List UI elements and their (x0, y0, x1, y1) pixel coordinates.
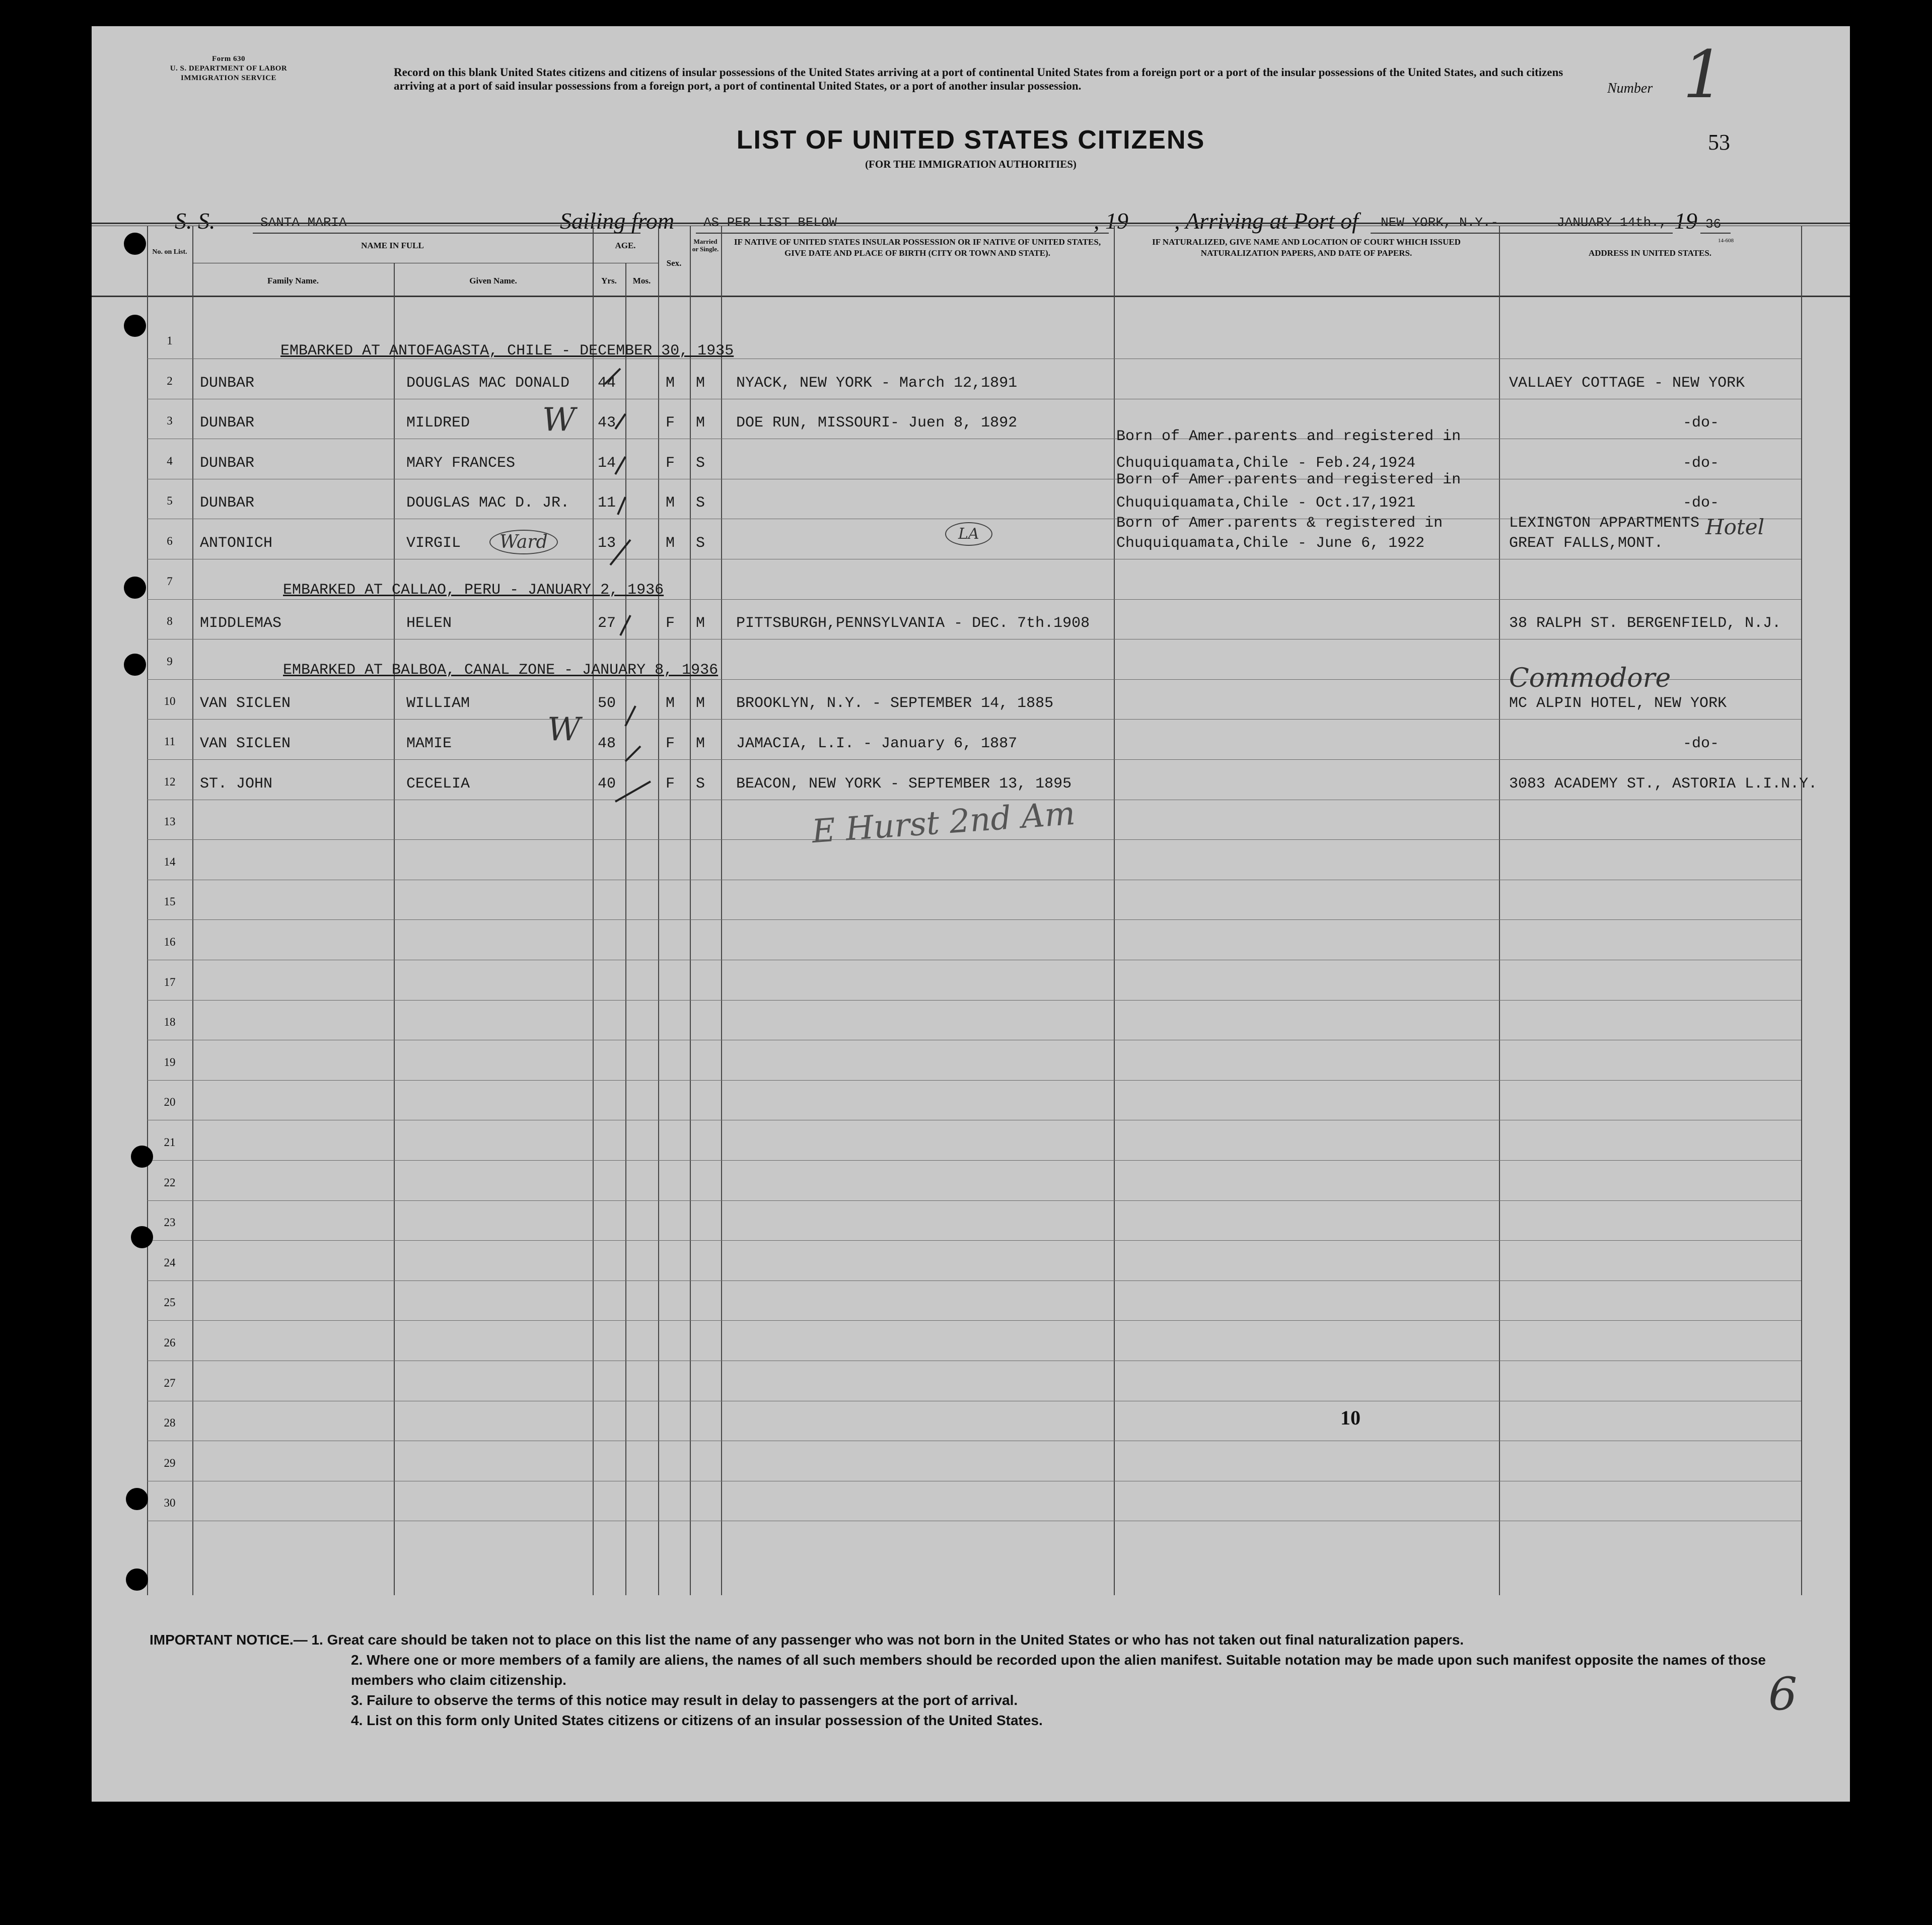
col-given-name: Given Name. (469, 276, 517, 286)
notice-item-2: 2. Where one or more members of a family are aliens, the names of all such members should be recorded upon the alien manifest. Suitable notation may be made upon such manifest opposite the names of those members who claim citizenship. (351, 1652, 1766, 1688)
row-number: 1 (167, 334, 173, 347)
passenger-address: -do- (1683, 414, 1720, 432)
passenger-family-name: DUNBAR (200, 494, 255, 512)
passenger-marital-status: S (696, 775, 705, 793)
year-prefix: , 19 (1094, 208, 1128, 234)
arriving-label: , Arriving at Port of (1174, 208, 1358, 234)
passenger-age-years: 14 (598, 454, 616, 472)
ship-name: SANTA MARIA (260, 215, 347, 230)
row-line (147, 1280, 1801, 1281)
check-marks (595, 353, 656, 817)
list-number: 1 (1683, 36, 1725, 113)
punch-hole (126, 1488, 148, 1510)
col-yrs: Yrs. (601, 276, 617, 286)
col-married-single: Married or Single. (692, 238, 719, 253)
passenger-age-years: 50 (598, 695, 616, 712)
passenger-given-name: DOUGLAS MAC D. JR. (406, 494, 570, 512)
row-line (147, 599, 1801, 600)
passenger-birth-place-date: NYACK, NEW YORK - March 12,1891 (736, 374, 1018, 392)
born-note-2: Born of Amer.parents and registered in (1116, 471, 1461, 488)
arrival-year: 36 (1705, 217, 1722, 232)
passenger-marital-status: S (696, 535, 705, 552)
passenger-family-name: DUNBAR (200, 454, 255, 472)
row-number: 19 (164, 1055, 176, 1068)
row-number: 26 (164, 1336, 176, 1349)
row-number: 27 (164, 1376, 176, 1389)
embark-header-antofagasta: EMBARKED AT ANTOFAGASTA, CHILE - DECEMBER 30, 1935 (280, 342, 734, 360)
notice-item-4: 4. List on this form only United States citizens or citizens of an insular possession of the United States. (351, 1713, 1043, 1728)
row-line (147, 839, 1801, 840)
passenger-marital-status: S (696, 494, 705, 512)
ss-label: S. S. (175, 208, 216, 234)
handwritten-hotel: Hotel (1705, 515, 1765, 539)
row-number: 9 (167, 655, 173, 668)
page-subtitle: (FOR THE IMMIGRATION AUTHORITIES) (865, 158, 1077, 170)
row-number: 2 (167, 374, 173, 387)
notice-item-1: 1. Great care should be taken not to place on this list the name of any passenger who was not born in the United States or who has not taken out final naturalization papers. (311, 1632, 1464, 1648)
form-code: 14-608 (1718, 238, 1734, 244)
col-native-birth: IF NATIVE OF UNITED STATES INSULAR POSSESSION OR IF NATIVE OF UNITED STATES, GIVE DATE AND PLACE OF BIRTH (CITY OR TOWN AND STATE). (734, 237, 1101, 258)
row-line (147, 1240, 1801, 1241)
row-number: 7 (167, 575, 173, 588)
passenger-birth-place-date: PITTSBURGH,PENNSYLVANIA - DEC. 7th.1908 (736, 615, 1090, 632)
passenger-age-years: 44 (598, 374, 616, 392)
passenger-family-name: ANTONICH (200, 535, 273, 552)
handwritten-w-2: W (547, 711, 581, 748)
row-number: 24 (164, 1256, 176, 1269)
row-line (147, 1160, 1801, 1161)
number-label: Number (1607, 81, 1653, 96)
row-number: 16 (164, 936, 176, 948)
col-age: AGE. (615, 241, 636, 250)
passenger-age-years: 27 (598, 615, 616, 632)
row-number: 22 (164, 1176, 176, 1189)
row-number: 20 (164, 1096, 176, 1109)
passenger-address: MC ALPIN HOTEL, NEW YORK (1509, 695, 1727, 712)
passenger-marital-status: M (696, 374, 705, 392)
passenger-given-name: VIRGIL (406, 535, 461, 552)
passenger-family-name: MIDDLEMAS (200, 615, 282, 632)
row-number: 11 (164, 735, 176, 748)
passenger-address: -do- (1683, 735, 1720, 752)
handwritten-ward: Ward (489, 530, 558, 554)
passenger-address: -do- (1683, 454, 1720, 472)
sailing-label: Sailing from (560, 208, 675, 234)
passenger-sex: F (666, 775, 675, 793)
margin-number: 6 (1768, 1668, 1798, 1721)
col-no-on-list: No. on List. (152, 248, 187, 256)
row-number: 10 (164, 695, 176, 708)
passenger-age-years: 43 (598, 414, 616, 432)
born-note-1: Born of Amer.parents and registered in (1116, 428, 1461, 445)
page-title: LIST OF UNITED STATES CITIZENS (736, 125, 1205, 155)
row-number: 29 (164, 1456, 176, 1469)
punch-hole (131, 1146, 153, 1168)
passenger-birth-place-date: DOE RUN, MISSOURI- Juen 8, 1892 (736, 414, 1018, 432)
col-sex: Sex. (666, 258, 682, 268)
passenger-family-name: DUNBAR (200, 414, 255, 432)
row-line (147, 1200, 1801, 1201)
passenger-given-name: DOUGLAS MAC DONALD (406, 374, 570, 392)
row-number: 23 (164, 1216, 176, 1229)
passenger-age-years: 13 (598, 535, 616, 552)
passenger-sex: M (666, 535, 675, 552)
row-number: 3 (167, 414, 173, 427)
passenger-birth-place-date: JAMACIA, L.I. - January 6, 1887 (736, 735, 1018, 752)
row-line (147, 919, 1801, 920)
punch-hole (124, 315, 146, 337)
passenger-sex: M (666, 695, 675, 712)
passenger-address: VALLAEY COTTAGE - NEW YORK (1509, 374, 1745, 392)
passenger-birth-place-date: BEACON, NEW YORK - SEPTEMBER 13, 1895 (736, 775, 1072, 793)
col-naturalized: IF NATURALIZED, GIVE NAME AND LOCATION OF COURT WHICH ISSUED NATURALIZATION PAPERS, AND DATE OF PAPERS. (1152, 237, 1461, 258)
embark-header-balboa: EMBARKED AT BALBOA, CANAL ZONE - JANUARY 8, 1936 (283, 662, 719, 679)
page-count: 10 (1340, 1406, 1361, 1429)
department-name: U. S. DEPARTMENT OF LABOR (170, 64, 288, 73)
punch-hole (126, 1568, 148, 1591)
passenger-sex: F (666, 735, 675, 752)
notice-heading: IMPORTANT NOTICE.— (150, 1632, 308, 1648)
stamp-la: LA (945, 522, 992, 546)
passenger-given-name: MARY FRANCES (406, 454, 516, 472)
punch-hole (131, 1226, 153, 1248)
row-line (147, 759, 1801, 760)
manifest-page (92, 26, 1850, 1802)
passenger-birth-place-date: BROOKLYN, N.Y. - SEPTEMBER 14, 1885 (736, 695, 1054, 712)
handwritten-w-1: W (542, 401, 576, 439)
row-line (147, 1080, 1801, 1081)
row-number: 17 (164, 975, 176, 988)
row-line (147, 719, 1801, 720)
important-notice (150, 1630, 1811, 1731)
col-family-name: Family Name. (267, 276, 319, 286)
address-lexington: LEXINGTON APPARTMENTS (1509, 515, 1700, 532)
passenger-family-name: ST. JOHN (200, 775, 273, 793)
passenger-age-years: 40 (598, 775, 616, 793)
col-name-in-full: NAME IN FULL (361, 241, 424, 250)
passenger-marital-status: S (696, 454, 705, 472)
passenger-sex: M (666, 494, 675, 512)
embark-header-callao: EMBARKED AT CALLAO, PERU - JANUARY 2, 1936 (283, 582, 664, 599)
passenger-age-years: 48 (598, 735, 616, 752)
passenger-naturalization-place: Chuquiquamata,Chile - Oct.17,1921 (1116, 494, 1416, 512)
passenger-marital-status: M (696, 414, 705, 432)
col-address: ADDRESS IN UNITED STATES. (1588, 248, 1712, 258)
service-name: IMMIGRATION SERVICE (181, 74, 276, 82)
row-number: 6 (167, 535, 173, 547)
passenger-marital-status: M (696, 735, 705, 752)
form-department-block (128, 54, 329, 83)
passenger-marital-status: M (696, 695, 705, 712)
passenger-family-name: DUNBAR (200, 374, 255, 392)
punch-hole (124, 654, 146, 676)
passenger-address: -do- (1683, 494, 1720, 512)
row-number: 21 (164, 1136, 176, 1149)
passenger-family-name: VAN SICLEN (200, 695, 291, 712)
notice-item-3: 3. Failure to observe the terms of this notice may result in delay to passengers at the port of arrival. (351, 1692, 1018, 1708)
form-number: Form 630 (211, 55, 246, 63)
row-number: 18 (164, 1016, 176, 1029)
punch-hole (124, 577, 146, 599)
row-number: 5 (167, 494, 173, 508)
passenger-naturalization-place: Chuquiquamata,Chile - June 6, 1922 (1116, 535, 1425, 552)
passenger-sex: F (666, 454, 675, 472)
row-number: 28 (164, 1416, 176, 1430)
born-note-3: Born of Amer.parents & registered in (1116, 515, 1443, 532)
row-number: 4 (167, 454, 173, 467)
row-number: 14 (164, 855, 176, 868)
passenger-sex: F (666, 615, 675, 632)
passenger-sex: F (666, 414, 675, 432)
passenger-sex: M (666, 374, 675, 392)
punch-hole (124, 233, 146, 255)
passenger-given-name: HELEN (406, 615, 452, 632)
passenger-family-name: VAN SICLEN (200, 735, 291, 752)
row-number: 25 (164, 1296, 176, 1309)
year-label: 19 (1674, 208, 1697, 234)
row-number: 15 (164, 895, 176, 908)
inspector-signature: E Hurst 2nd Am (811, 795, 1077, 851)
record-instructions: Record on this blank United States citizens and citizens of insular possessions of the United States arriving at a port of continental United States from a foreign port or a port of the insular possessions of the United States, and such citizens arriving at a port of said insular possessions from a foreign port, a port of continental United States, or a port of another insular possession. (394, 66, 1563, 92)
page-stamp: 53 (1708, 130, 1730, 155)
row-line (147, 1320, 1801, 1321)
row-number: 12 (164, 775, 176, 788)
passenger-address: GREAT FALLS,MONT. (1509, 535, 1664, 552)
passenger-given-name: MAMIE (406, 735, 452, 752)
passenger-given-name: MILDRED (406, 414, 470, 432)
passenger-naturalization-place: Chuquiquamata,Chile - Feb.24,1924 (1116, 454, 1416, 472)
passenger-age-years: 11 (598, 494, 616, 512)
passenger-given-name: CECELIA (406, 775, 470, 793)
passenger-given-name: WILLIAM (406, 695, 470, 712)
row-number: 30 (164, 1496, 176, 1510)
row-number: 8 (167, 615, 173, 628)
arrival-date: JANUARY 14th., (1557, 215, 1667, 230)
passenger-address: 3083 ACADEMY ST., ASTORIA L.I.N.Y. (1509, 775, 1818, 793)
sailing-from: AS PER LIST BELOW (703, 215, 837, 230)
row-number: 13 (164, 815, 176, 828)
passenger-address: 38 RALPH ST. BERGENFIELD, N.J. (1509, 615, 1781, 632)
col-mos: Mos. (632, 276, 651, 286)
row-line (147, 1000, 1801, 1001)
handwritten-commodore: Commodore (1509, 663, 1671, 693)
passenger-marital-status: M (696, 615, 705, 632)
arrival-port: NEW YORK, N.Y.- (1381, 215, 1499, 230)
